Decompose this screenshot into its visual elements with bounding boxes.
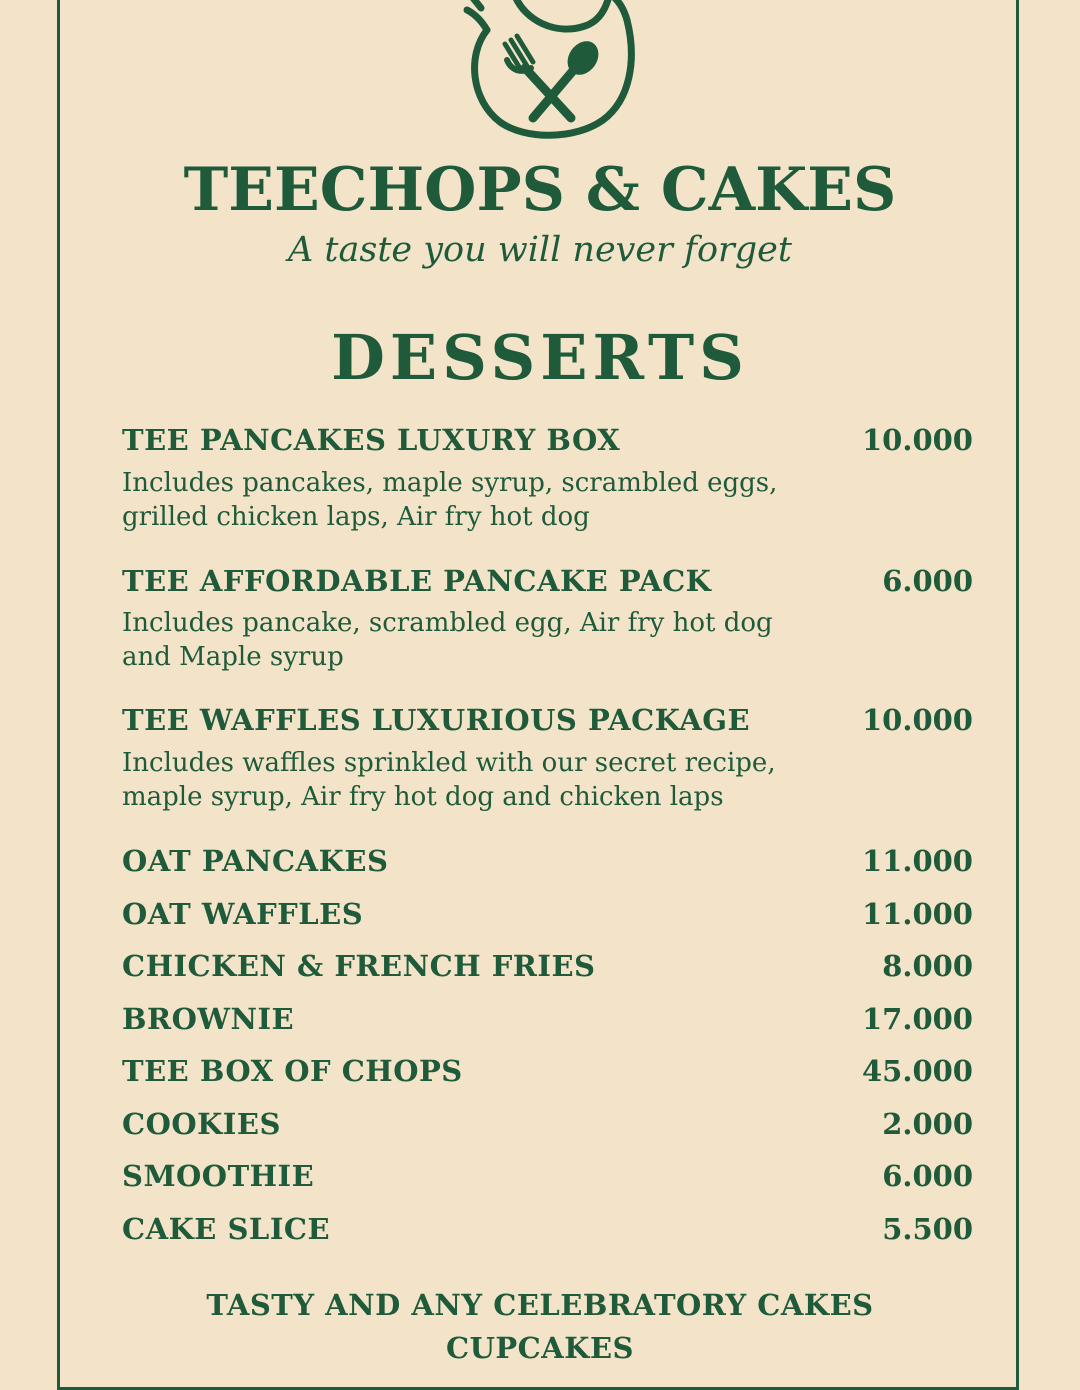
menu-item-name: TEE BOX OF CHOPS: [122, 1054, 463, 1088]
menu-item-price: 10.000: [862, 423, 973, 457]
menu-item-price: 8.000: [882, 949, 973, 983]
menu-item-name: BROWNIE: [122, 1002, 295, 1036]
menu-item-name: COOKIES: [122, 1107, 281, 1141]
section-title: DESSERTS: [331, 321, 749, 394]
menu-item-price: 5.500: [882, 1212, 973, 1246]
menu-item-name: TEE AFFORDABLE PANCAKE PACK: [122, 564, 712, 598]
menu-item-price: 17.000: [862, 1002, 973, 1036]
menu-item-name: CHICKEN & FRENCH FRIES: [122, 949, 596, 983]
menu-item-name: TEE PANCAKES LUXURY BOX: [122, 423, 621, 457]
menu-item-price: 10.000: [862, 703, 973, 737]
brand-tagline: A taste you will never forget: [288, 230, 792, 270]
menu-item-price: 6.000: [882, 564, 973, 598]
hen-fork-spoon-icon: [445, 0, 645, 145]
menu-item-name: CAKE SLICE: [122, 1212, 331, 1246]
menu-item-name: TEE WAFFLES LUXURIOUS PACKAGE: [122, 703, 751, 737]
menu-item-price: 6.000: [882, 1159, 973, 1193]
menu-item-name: OAT PANCAKES: [122, 844, 389, 878]
menu-item-name: OAT WAFFLES: [122, 897, 364, 931]
menu-item-description: Includes pancakes, maple syrup, scrambled eggs, grilled chicken laps, Air fry hot dog: [122, 468, 778, 532]
menu-item-description: Includes waffles sprinkled with our secret recipe, maple syrup, Air fry hot dog and chicken laps: [122, 748, 776, 812]
menu-item-price: 11.000: [862, 844, 973, 878]
menu-item-price: 11.000: [862, 897, 973, 931]
menu-item-description: Includes pancake, scrambled egg, Air fry hot dog and Maple syrup: [122, 608, 773, 672]
menu-item-price: 45.000: [862, 1054, 973, 1088]
menu-item-name: SMOOTHIE: [122, 1159, 315, 1193]
footer-line: TASTY AND ANY CELEBRATORY CAKES: [206, 1288, 874, 1322]
footer-line: CUPCAKES: [445, 1331, 634, 1365]
menu-item-price: 2.000: [882, 1107, 973, 1141]
brand-name: TEECHOPS & CAKES: [183, 155, 897, 225]
